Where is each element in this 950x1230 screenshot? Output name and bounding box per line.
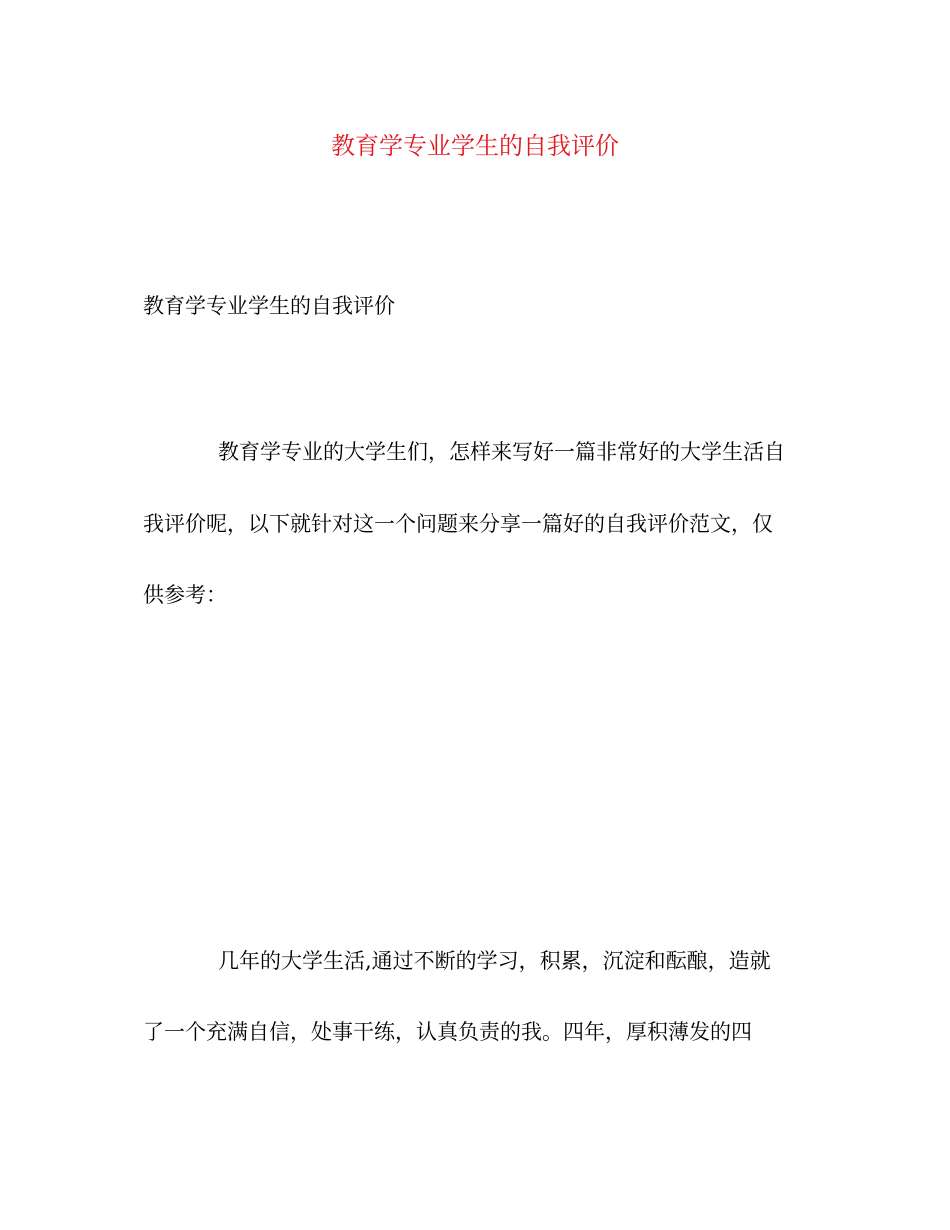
paragraph-2-line-2: 了一个充满自信，处事干练，认真负责的我。四年，厚积薄发的四	[143, 1020, 752, 1044]
paragraph-1-line-2: 我评价呢，以下就针对这一个问题来分享一篇好的自我评价范文，仅	[143, 512, 773, 536]
paragraph-2-line-1: 几年的大学生活,通过不断的学习，积累，沉淀和酝酿，造就	[218, 949, 771, 973]
paragraph-1-line-1: 教育学专业的大学生们，怎样来写好一篇非常好的大学生活自	[218, 440, 785, 464]
section-heading: 教育学专业学生的自我评价	[143, 294, 395, 318]
paragraph-1-line-3: 供参考：	[143, 583, 227, 607]
page-title: 教育学专业学生的自我评价	[331, 132, 619, 160]
